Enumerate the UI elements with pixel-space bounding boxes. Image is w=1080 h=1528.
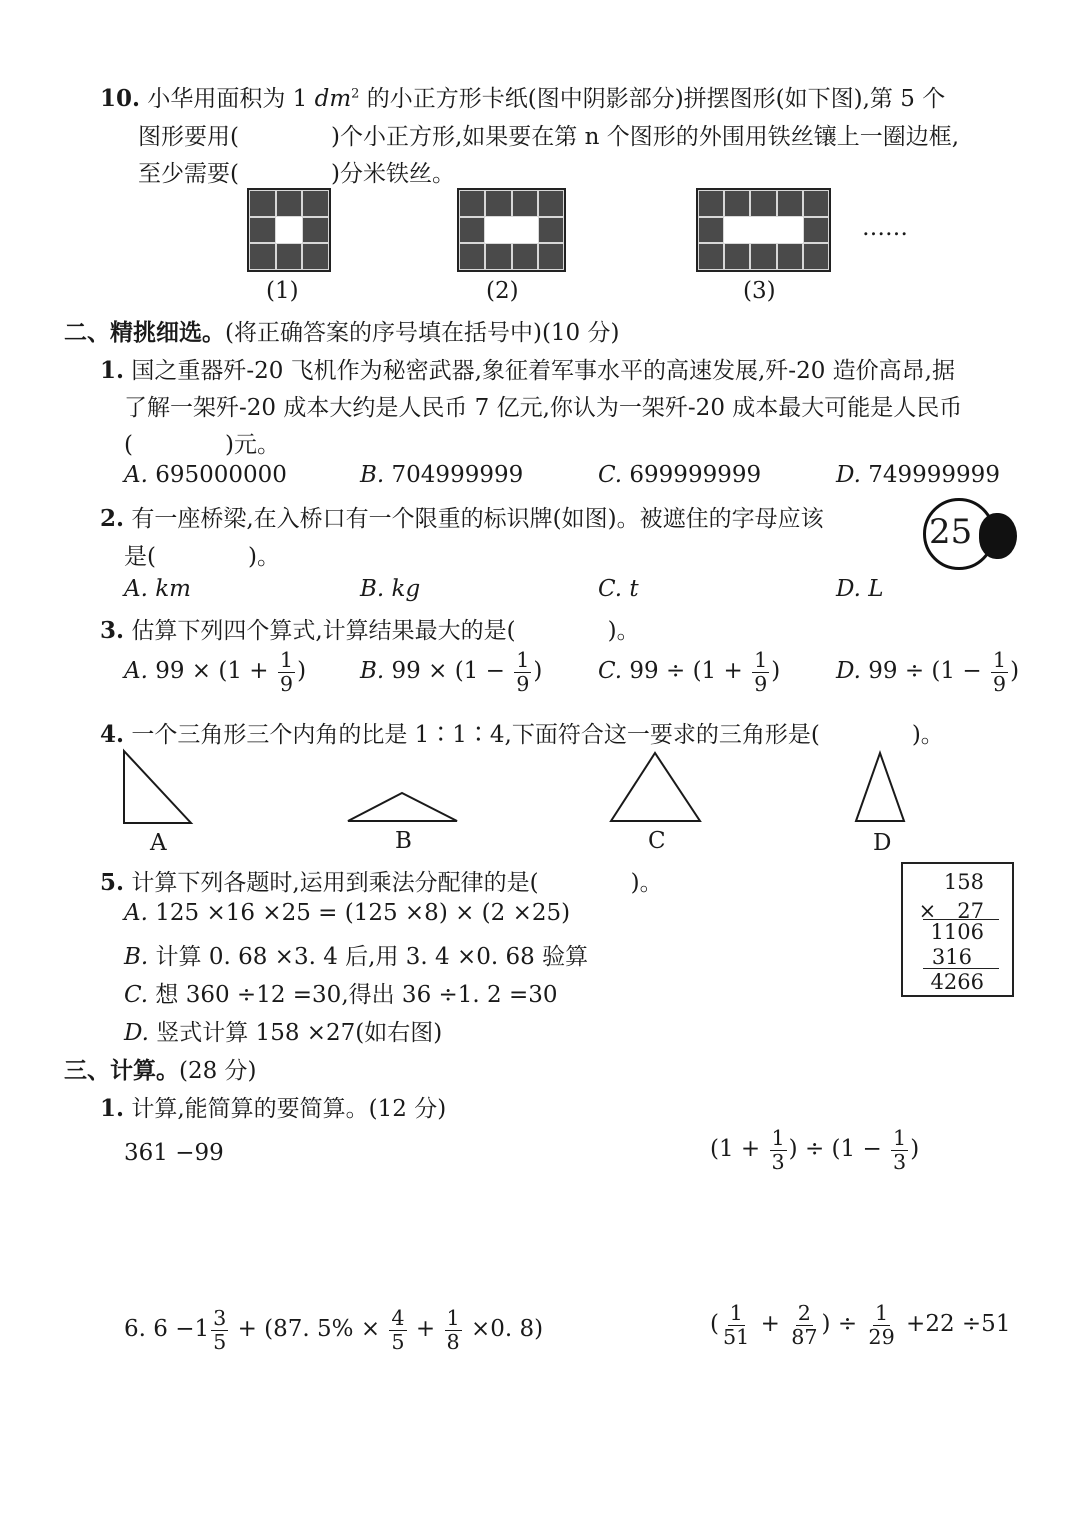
q10-text-b: 的小正方形卡纸(图中阴影部分)拼摆图形(如下图),第 5 个	[359, 86, 946, 112]
vc-multiplicand: 158	[943, 870, 984, 894]
triangle-d	[856, 753, 904, 821]
triangle-label-b: B	[395, 828, 412, 854]
s2q5-number: 5.	[100, 869, 125, 896]
section2-title: 二、精挑细选。	[64, 319, 225, 346]
s2q5-option-a: A. 125 ×16 ×25 = (125 ×8) × (2 ×25)	[124, 900, 571, 926]
s2q3-option-c: C. 99 ÷ (1 + $\frac{1}{9}$ )	[598, 648, 781, 696]
s2q1-option-c: C. 699999999	[598, 462, 762, 488]
s2q3-option-d: D. 99 ÷ (1 − $\frac{1}{9}$ )	[836, 648, 1020, 696]
s2q1-line1	[100, 352, 955, 385]
vc-line-2	[923, 968, 999, 969]
s2q5-option-c: C. 想 360 ÷12 =30,得出 36 ÷1. 2 =30	[124, 982, 558, 1008]
vc-partial-2: 316	[931, 945, 972, 969]
s2q2-option-c: C. t	[598, 576, 639, 602]
s2q2-option-a: A. km	[124, 576, 191, 602]
q10-number: 10.	[100, 85, 141, 112]
triangle-label-a: A	[150, 830, 167, 856]
figure-label-1: (1)	[266, 278, 299, 304]
q10-line2: 图形要用( )个小正方形,如果要在第 n 个图形的外围用铁丝镶上一圈边框,	[138, 124, 960, 150]
vc-partial-1: 1106	[930, 920, 984, 944]
s2q2-number: 2.	[100, 505, 125, 532]
section2-heading	[64, 314, 619, 347]
calc-expression-4: ( $\frac{1}{51}$ + $\frac{2}{87}$ ) ÷ $\frac{1}{29}$ +22 ÷51	[710, 1301, 1011, 1349]
section3-heading	[64, 1052, 257, 1085]
vc-multiplier: × 27	[918, 899, 984, 923]
s2q3-option-a: A. 99 × (1 + $\frac{1}{9}$ )	[124, 648, 307, 696]
section3-title: 三、计算。	[64, 1057, 179, 1084]
triangle-options	[0, 745, 1080, 830]
s2q1-number: 1.	[100, 357, 125, 384]
s3q1-number: 1.	[100, 1095, 125, 1122]
s2q5-line1	[100, 864, 663, 897]
s2q1-option-a: A. 695000000	[124, 462, 287, 488]
calc-expression-1: 361 −99	[124, 1140, 224, 1166]
figure-label-3: (3)	[743, 278, 776, 304]
s2q1-option-b: B. 704999999	[360, 462, 524, 488]
s2q4-number: 4.	[100, 721, 125, 748]
s2q5-option-d: D. 竖式计算 158 ×27(如右图)	[124, 1020, 443, 1046]
s2q5-option-b: B. 计算 0. 68 ×3. 4 后,用 3. 4 ×0. 68 验算	[124, 944, 589, 970]
section3-note: (28 分)	[179, 1058, 257, 1084]
calc-expression-3: 6. 6 −1 $\frac{3}{5}$ + (87. 5% × $\frac{4}{5}$ + $\frac{1}{8}$ ×0. 8)	[124, 1306, 544, 1354]
q10-unit-exponent: 2	[351, 86, 360, 102]
s2q3-number: 3.	[100, 617, 125, 644]
q10-line3: 至少需要( )分米铁丝。	[138, 161, 455, 187]
triangle-c	[611, 753, 700, 821]
s2q1-line3: ( )元。	[124, 432, 280, 458]
s2q4-text1: 一个三角形三个内角的比是 1∶1∶4,下面符合这一要求的三角形是( )。	[131, 722, 944, 748]
s3q1-text1: 计算,能简算的要简算。(12 分)	[131, 1096, 447, 1122]
q10-unit: dm	[314, 86, 352, 112]
s2q2-option-b: B. kg	[360, 576, 421, 602]
weight-limit-value: 25	[929, 512, 973, 552]
q10-text-a: 小华用面积为 1	[147, 86, 315, 112]
s2q2-line1	[100, 500, 824, 533]
triangle-a	[124, 751, 191, 823]
s2q2-option-d: D. L	[836, 576, 884, 602]
pattern-figure-1	[247, 188, 331, 272]
vertical-multiplication-box	[901, 862, 1014, 997]
triangle-b	[348, 793, 457, 821]
s2q2-text1: 有一座桥梁,在入桥口有一个限重的标识牌(如图)。被遮住的字母应该	[131, 506, 824, 532]
s2q2-line2: 是( )。	[124, 544, 280, 570]
section2-note: (将正确答案的序号填在括号中)(10 分)	[225, 320, 620, 346]
s2q1-text1: 国之重器歼-20 飞机作为秘密武器,象征着军事水平的高速发展,歼-20 造价高昂,据	[131, 358, 955, 384]
q10-line1	[100, 80, 945, 113]
figure-label-2: (2)	[486, 278, 519, 304]
s2q1-line2: 了解一架歼-20 成本大约是人民币 7 亿元,你认为一架歼-20 成本最大可能是人民币	[124, 395, 963, 421]
s2q3-text1: 估算下列四个算式,计算结果最大的是( )。	[131, 618, 640, 644]
s2q5-text1: 计算下列各题时,运用到乘法分配律的是( )。	[131, 870, 663, 896]
s2q3-line1	[100, 612, 640, 645]
s3q1-line1	[100, 1090, 446, 1123]
pattern-figure-2	[457, 188, 566, 272]
sign-cover-blot	[979, 513, 1017, 559]
pattern-ellipsis: ……	[862, 215, 908, 241]
pattern-figure-3	[696, 188, 831, 272]
s2q1-option-d: D. 749999999	[836, 462, 1000, 488]
triangle-label-c: C	[648, 828, 666, 854]
s2q3-option-b: B. 99 × (1 − $\frac{1}{9}$ )	[360, 648, 543, 696]
calc-expression-2: (1 + $\frac{1}{3}$ ) ÷ (1 − $\frac{1}{3}$ )	[710, 1126, 920, 1174]
triangle-label-d: D	[873, 830, 892, 856]
vc-product: 4266	[930, 970, 984, 994]
